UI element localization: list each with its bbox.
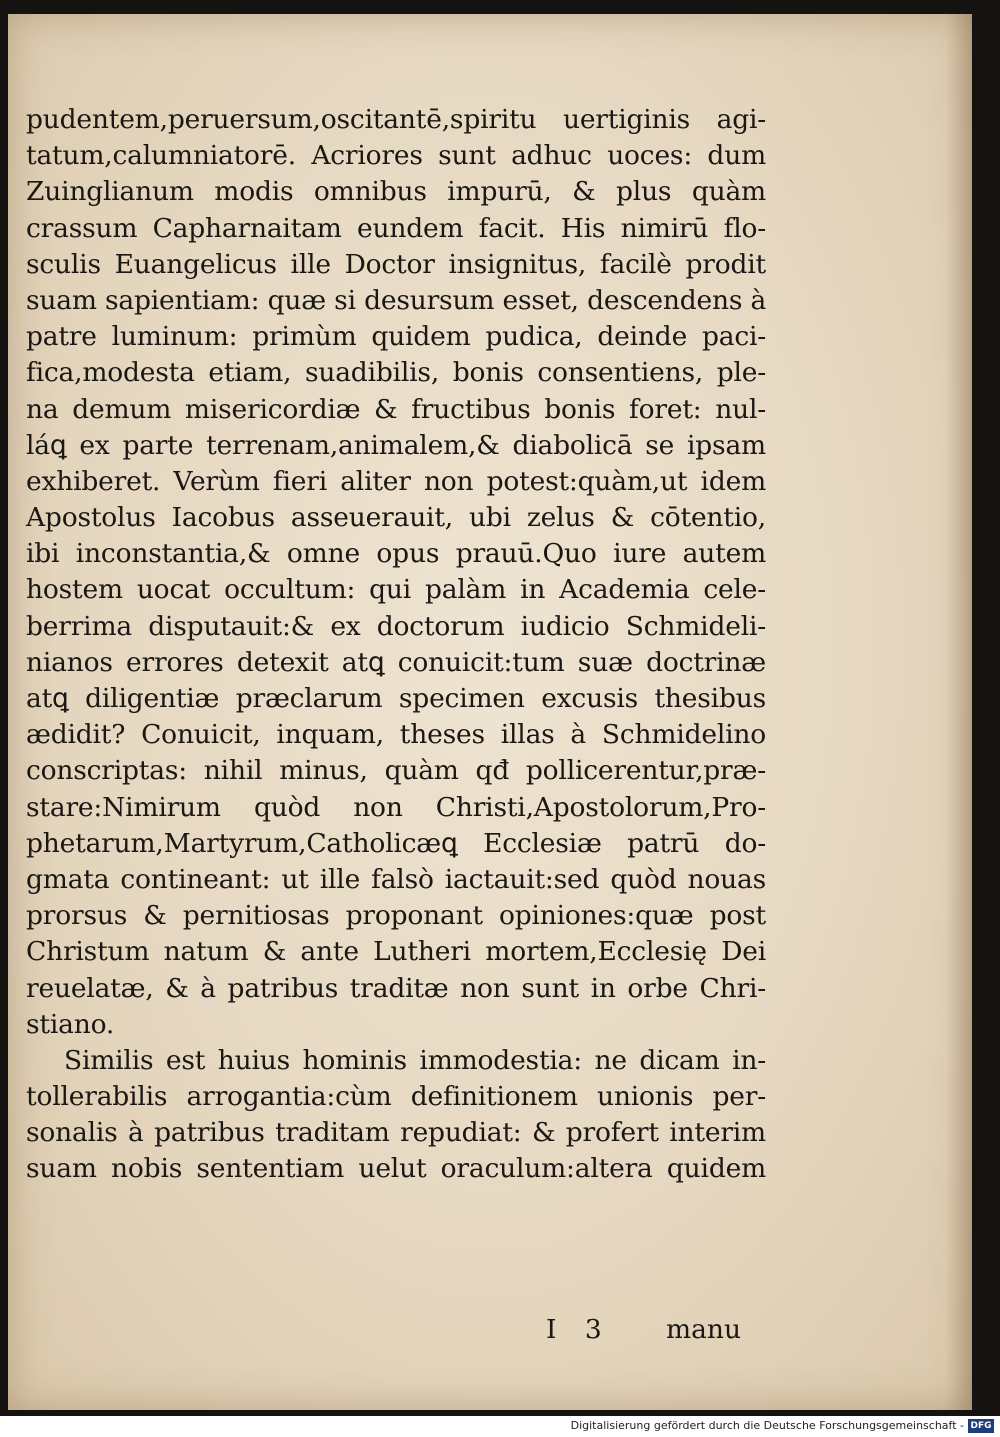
text-line: suam nobis sententiam uelut oraculum:altera quidem [26, 1153, 766, 1185]
text-line: conscriptas: nihil minus, quàm qđ pollicerentur,præ- [26, 755, 766, 787]
text-line: patre luminum: primùm quidem pudica, deinde paci- [26, 321, 766, 353]
text-line: berrima disputauit:& ex doctorum iudicio Schmideli- [26, 610, 766, 642]
text-line: pudentem,peruersum,oscitantē,spiritu uertiginis agi- [26, 104, 766, 135]
text-line: tatum,calumniatorē. Acriores sunt adhuc uoces: dum [26, 140, 766, 172]
book-page [8, 14, 972, 1410]
text-line: atꝗ diligentiæ præclarum specimen excusis thesibus [26, 683, 766, 714]
text-line: Christum natum & ante Lutheri mortem,Ecclesię Dei [26, 936, 766, 968]
signature-mark: I 3 [546, 1314, 612, 1345]
text-line: Apostolus Iacobus asseuerauit, ubi zelus & cōtentio, [26, 502, 766, 534]
credit-bar [0, 1416, 1000, 1437]
text-block [26, 102, 767, 1345]
text-line: phetarum,Martyrum,Catholicæꝗ Ecclesiæ patrū do- [26, 827, 766, 859]
text-line: tollerabilis arrogantia:cùm definitionem unionis per- [26, 1081, 766, 1113]
text-line: stare:Nimirum quòd non Christi,Apostolorum,Pro- [26, 791, 766, 823]
text-line: hostem uocat occultum: qui palàm in Academia cele- [26, 574, 766, 606]
text-line: crassum Capharnaitam eundem facit. His nimirū flo- [26, 212, 766, 244]
catchword: manu [666, 1314, 742, 1345]
text-line: suam sapientiam: quæ si desursum esset, descendens à [26, 284, 767, 316]
text-line: sonalis à patribus traditam repudiat: & profert interim [26, 1117, 766, 1149]
paragraph-start-line: Similis est huius hominis immodestia: ne dicam in- [64, 1044, 766, 1076]
text-line: prorsus & pernitiosas proponant opiniones:quæ post [26, 900, 766, 932]
text-line: exhiberet. Verùm fieri aliter non potest:quàm,ut idem [26, 465, 766, 497]
text-line: gmata contineant: ut ille falsò iactauit:sed quòd nouas [26, 863, 766, 895]
dfg-logo: DFG [968, 1419, 994, 1433]
text-line: nianos errores detexit atꝗ conuicit:tum suæ doctrinæ [26, 646, 766, 678]
text-line: fica,modesta etiam, suadibilis, bonis consentiens, ple- [26, 357, 766, 389]
text-line: ædidit? Conuicit, inquam, theses illas à Schmidelino [26, 719, 766, 751]
text-line: Zuinglianum modis omnibus impurū, & plus quàm [26, 176, 766, 208]
funding-credit: Digitalisierung gefördert durch die Deutsche Forschungsgemeinschaft - [570, 1419, 964, 1432]
text-line: láꝗ ex parte terrenam,animalem,& diabolicā se ipsam [26, 429, 766, 461]
text-line: ibi inconstantia,& omne opus prauū.Quo iure autem [26, 538, 766, 570]
paragraph-end-line: stiano. [26, 1008, 115, 1040]
text-line: sculis Euangelicus ille Doctor insignitus, facilè prodit [26, 248, 766, 280]
text-line: reuelatæ, & à patribus traditæ non sunt in orbe Chri- [26, 972, 766, 1004]
text-line: na demum misericordiæ & fructibus bonis foret: nul- [26, 393, 766, 425]
page-footer [26, 1314, 766, 1354]
